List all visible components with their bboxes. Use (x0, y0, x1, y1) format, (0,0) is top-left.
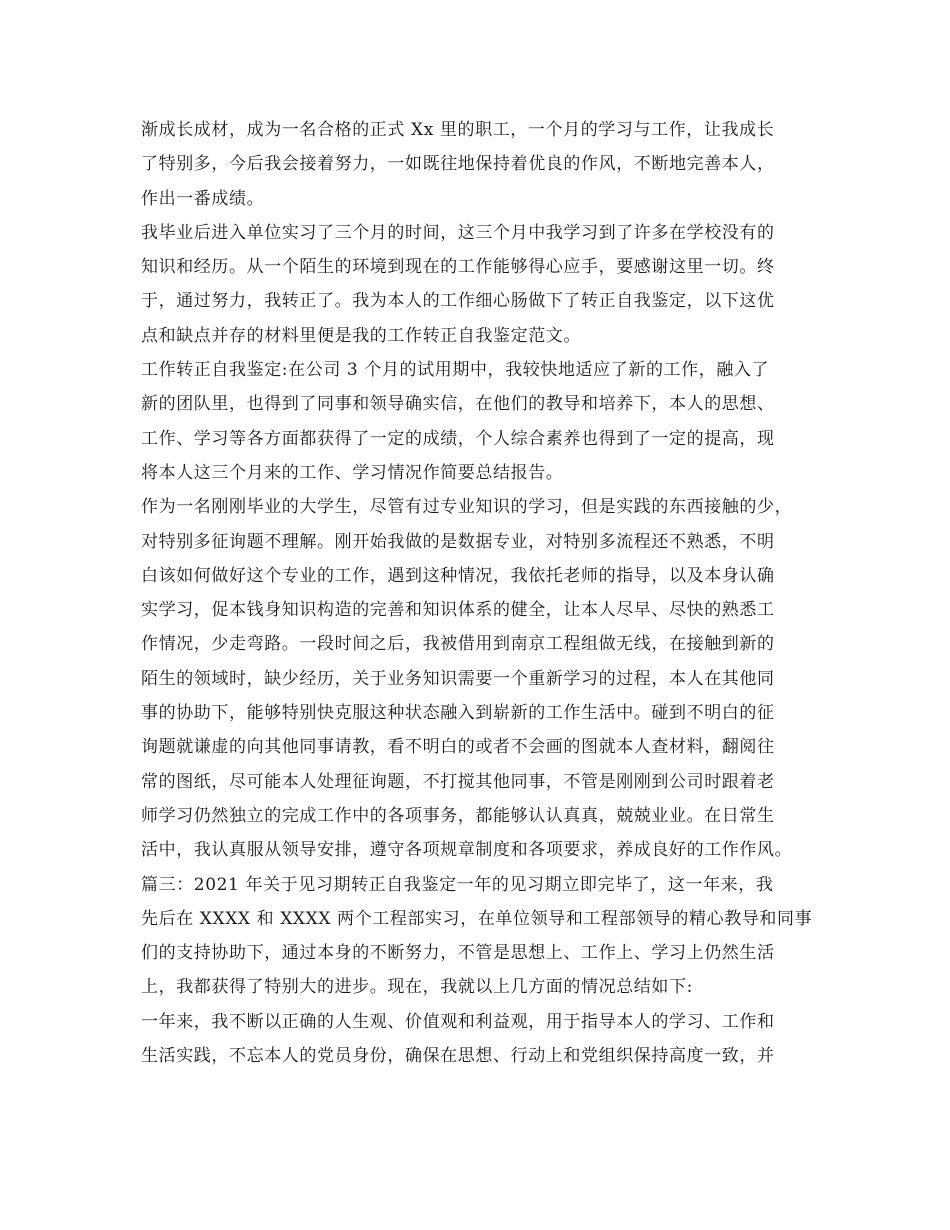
text-line: 陌生的领域时，缺少经历，关于业务知识需要一个重新学习的过程，本人在其他同 (141, 668, 775, 689)
text-line: 工作转正自我鉴定:在公司 3 个月的试用期中，我较快地适应了新的工作，融入了 (141, 360, 770, 381)
text-line: 生活实践，不忘本人的党员身份，确保在思想、行动上和党组织保持高度一致，并 (141, 1046, 775, 1067)
text-line: 一年来，我不断以正确的人生观、价值观和利益观，用于指导本人的学习、工作和 (141, 1011, 775, 1032)
text-line: 活中，我认真服从领导安排，遵守各项规章制度和各项要求，养成良好的工作作风。 (141, 840, 793, 861)
text-line: 于，通过努力，我转正了。我为本人的工作细心肠做下了转正自我鉴定，以下这优 (141, 291, 775, 312)
text-line: 实学习，促本钱身知识构造的完善和知识体系的健全，让本人尽早、尽快的熟悉工 (141, 600, 775, 621)
text-line: 询题就谦虚的向其他同事请教，看不明白的或者不会画的图就本人查材料，翻阅往 (141, 737, 775, 758)
text-line: 作为一名刚刚毕业的大学生，尽管有过专业知识的学习，但是实践的东西接触的少， (141, 497, 793, 518)
text-line: 渐成长成材，成为一名合格的正式 Xx 里的职工，一个月的学习与工作，让我成长 (141, 120, 775, 140)
text-line: 先后在 XXXX 和 XXXX 两个工程部实习，在单位领导和工程部领导的精心教导和同事 (141, 908, 813, 929)
text-line: 对特别多征询题不理解。刚开始我做的是数据专业，对特别多流程还不熟悉，不明 (141, 531, 775, 552)
text-line: 篇三：2021 年关于见习期转正自我鉴定一年的见习期立即完毕了，这一年来，我 (141, 874, 774, 895)
text-line: 知识和经历。从一个陌生的环境到现在的工作能够得心应手，要感谢这里一切。终 (141, 257, 775, 278)
text-line: 作出一番成绩。 (141, 188, 265, 209)
text-line: 白该如何做好这个专业的工作，遇到这种情况，我依托老师的指导，以及本身认确 (141, 565, 775, 586)
text-line: 工作、学习等各方面都获得了一定的成绩，个人综合素养也得到了一定的提高，现 (141, 428, 775, 449)
text-line: 事的协助下，能够特别快克服这种状态融入到崭新的工作生活中。碰到不明白的征 (141, 703, 775, 724)
text-line: 常的图纸，尽可能本人处理征询题，不打搅其他同事，不管是刚刚到公司时跟着老 (141, 771, 775, 792)
document-body (141, 113, 821, 1073)
text-line: 上，我都获得了特别大的进步。现在，我就以上几方面的情况总结如下: (141, 977, 693, 998)
text-line: 师学习仍然独立的完成工作中的各项事务，都能够认认真真，兢兢业业。在日常生 (141, 805, 775, 826)
text-line: 了特别多，今后我会接着努力，一如既往地保持着优良的作风，不断地完善本人， (141, 154, 775, 175)
text-line: 们的支持协助下，通过本身的不断努力，不管是思想上、工作上、学习上仍然生活 (141, 943, 775, 964)
text-line: 作情况，少走弯路。一段时间之后，我被借用到南京工程组做无线，在接触到新的 (141, 634, 775, 655)
text-line: 我毕业后进入单位实习了三个月的时间，这三个月中我学习到了许多在学校没有的 (141, 222, 775, 243)
text-line: 新的团队里，也得到了同事和领导确实信，在他们的教导和培养下，本人的思想、 (141, 394, 775, 415)
text-line: 点和缺点并存的材料里便是我的工作转正自我鉴定范文。 (141, 325, 581, 346)
text-line: 将本人这三个月来的工作、学习情况作简要总结报告。 (141, 462, 564, 483)
